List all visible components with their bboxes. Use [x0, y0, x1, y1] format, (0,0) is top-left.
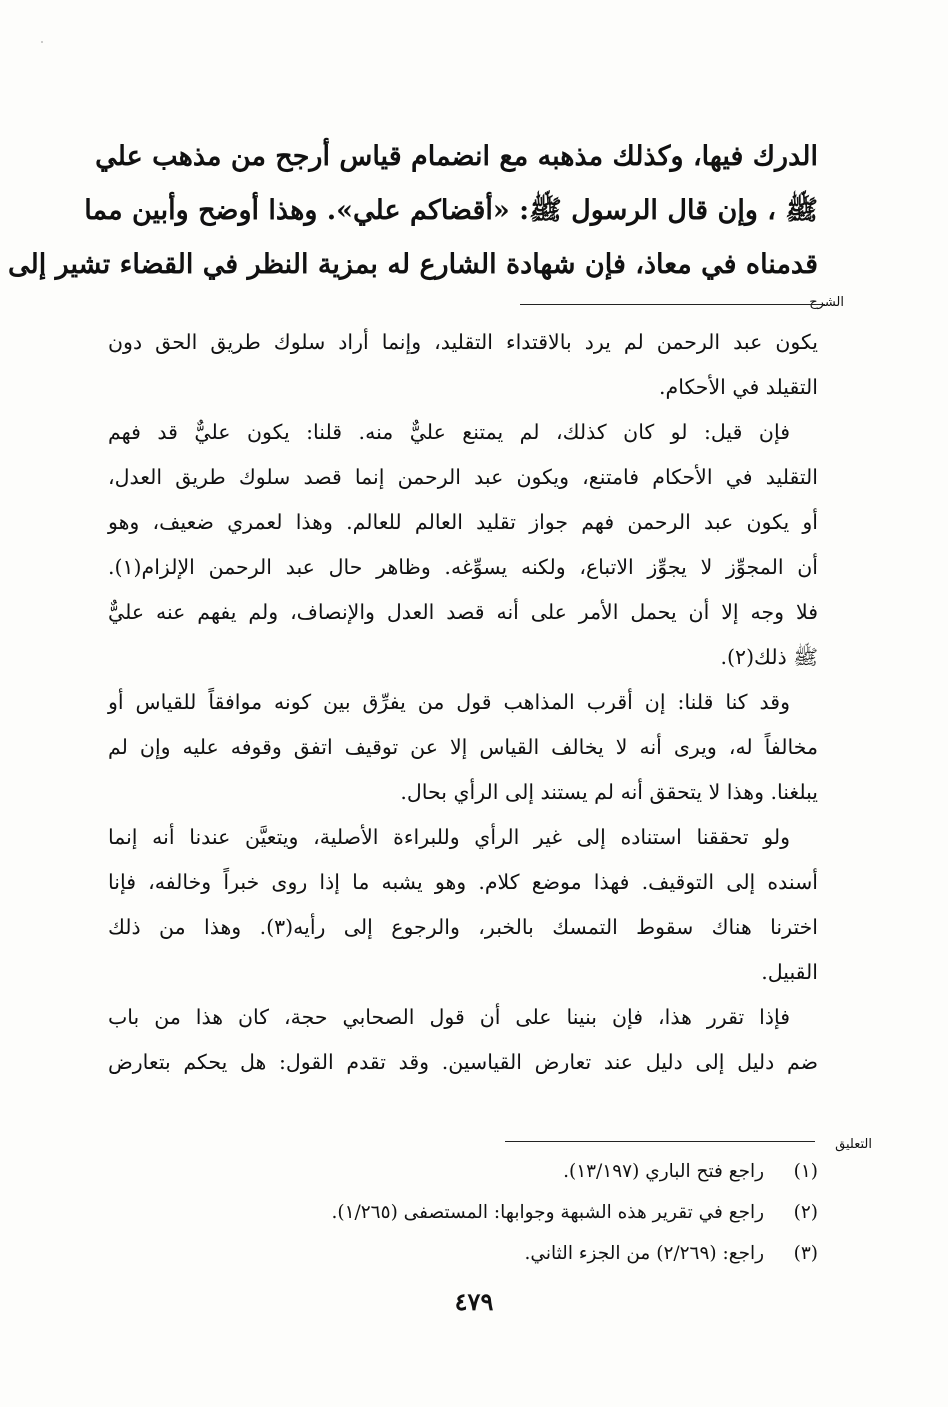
commentary-line: فلا وجه إلا أن يحمل الأمر على أنه قصد العدل والإنصاف، ولم يفهم عنه عليٌّ — [108, 600, 818, 624]
footnote-number: (١) — [793, 1161, 818, 1182]
footnote-number: (٣) — [793, 1243, 818, 1264]
commentary-line: أن المجوِّز لا يجوِّز الاتباع، ولكنه يسوِّغه. وظاهر حال عبد الرحمن الإلزام(١). — [108, 555, 818, 579]
taliq-label: التعليق — [835, 1137, 872, 1152]
commentary-line: القبيل. — [761, 960, 818, 984]
commentary-line: التقيلد في الأحكام. — [659, 375, 818, 399]
footnote-text: راجع في تقرير هذه الشبهة وجوابها: المستصفى (١/٢٦٥). — [331, 1202, 765, 1223]
commentary-line: مخالفاً له، ويرى أنه لا يخالف القياس إلا عن توقيف اتفق وقوفه عليه وإن لم — [108, 735, 818, 759]
main-text-line: ﷺ ، وإن قال الرسول ﷺ: «أقضاكم علي». وهذا أوضح وأبين مما — [84, 195, 818, 226]
commentary-line: وقد كنا قلنا: إن أقرب المذاهب قول من يفرِّق بين كونه موافقاً للقياس أو — [108, 690, 790, 714]
footnote — [108, 1233, 818, 1274]
footnote-text: راجع: (٢/٢٦٩) من الجزء الثاني. — [524, 1243, 765, 1264]
main-text-line: قدمناه في معاذ، فإن شهادة الشارع له بمزية النظر في القضاء تشير إلى — [8, 249, 818, 280]
commentary-block — [108, 320, 818, 1085]
footnote — [108, 1192, 818, 1233]
sharh-label: الشرح — [809, 295, 844, 310]
commentary-line: فإن قيل: لو كان كذلك، لم يمتنع عليٌّ منه. قلنا: يكون عليٌّ قد فهم — [108, 420, 790, 444]
commentary-line: أسنده إلى التوقيف. فهذا موضع كلام. وهو يشبه ما إذا روى خبراً وخالفه، فإنا — [108, 870, 818, 894]
commentary-line: أو يكون عبد الرحمن فهم جواز تقليد العالم للعالم. وهذا لعمري ضعيف، وهو — [108, 510, 818, 534]
commentary-line: التقليد في الأحكام فامتنع، ويكون عبد الرحمن إنما قصد سلوك طريق العدل، — [108, 465, 818, 489]
main-text-line: الدرك فيها، وكذلك مذهبه مع انضمام قياس أرجح من مذهب علي — [95, 141, 818, 172]
taliq-divider — [505, 1141, 815, 1142]
commentary-line: ولو تحققنا استناده إلى غير الرأي وللبراءة الأصلية، ويتعيَّن عندنا أنه إنما — [108, 825, 790, 849]
main-text-block — [8, 130, 818, 292]
commentary-line: ﷺ ذلك(٢). — [720, 645, 818, 669]
sharh-divider — [520, 304, 825, 305]
footnote — [108, 1151, 818, 1192]
footnote-text: راجع فتح الباري (١٣/١٩٧). — [563, 1161, 765, 1182]
footnotes — [108, 1151, 818, 1274]
commentary-line: يكون عبد الرحمن لم يرد بالاقتداء التقليد، وإنما أراد سلوك طريق الحق دون — [108, 330, 818, 354]
commentary-line: ضم دليل إلى دليل عند تعارض القياسين. وقد تقدم القول: هل يحكم بتعارض — [108, 1050, 818, 1074]
footnote-number: (٢) — [793, 1202, 818, 1223]
commentary-line: اخترنا هناك سقوط التمسك بالخبر، والرجوع إلى رأيه(٣). وهذا من ذلك — [108, 915, 819, 939]
commentary-line: فإذا تقرر هذا، فإن بنينا على أن قول الصحابي حجة، كان هذا من باب — [108, 1005, 790, 1029]
scan-speck-icon — [40, 40, 44, 44]
page-number: ٤٧٩ — [454, 1287, 494, 1316]
commentary-line: يبلغنا. وهذا لا يتحقق أنه لم يستند إلى الرأي بحال. — [400, 780, 818, 804]
